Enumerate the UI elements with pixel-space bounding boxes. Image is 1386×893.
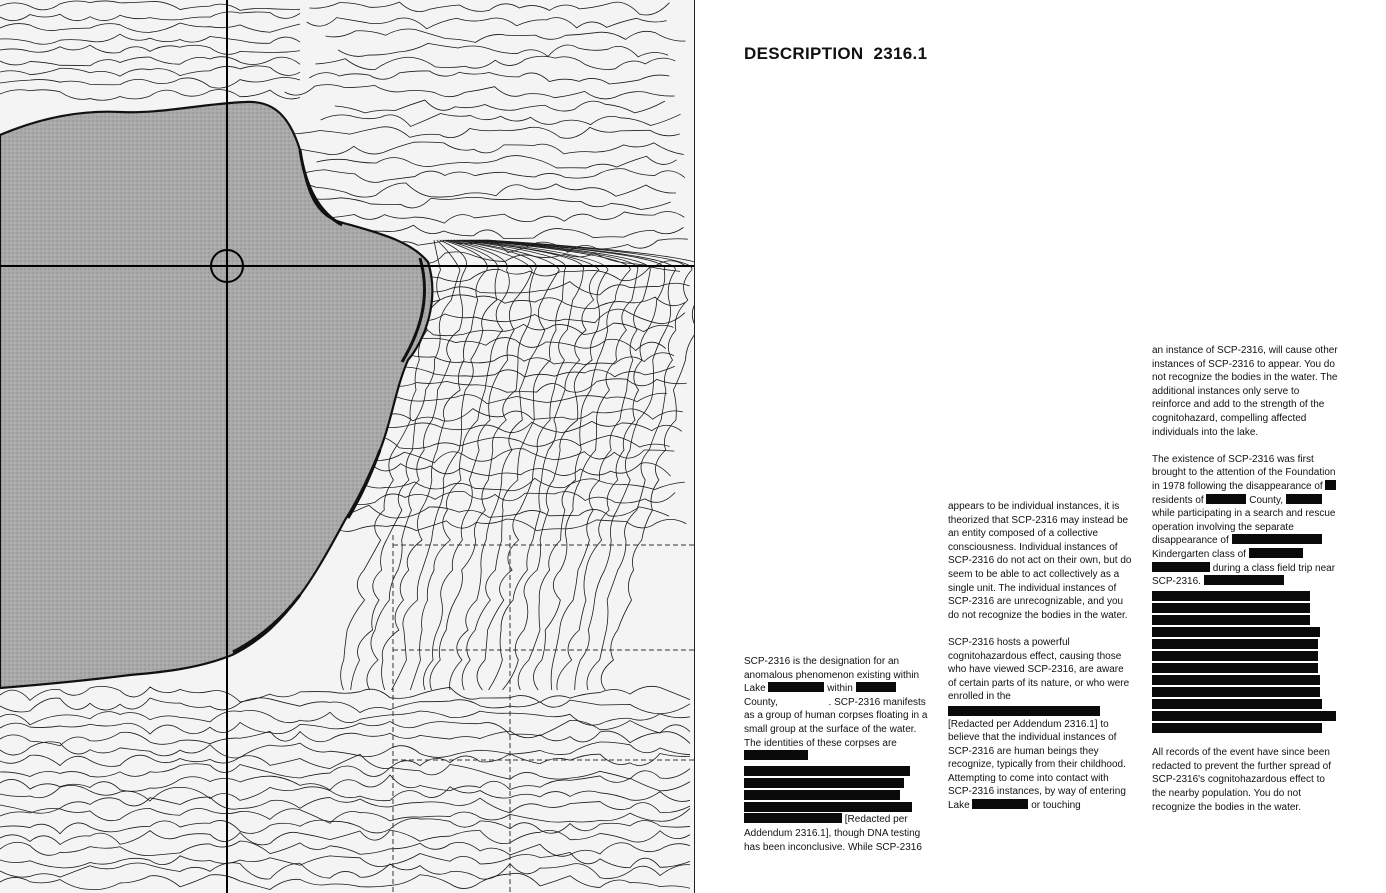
text: County, [744,696,778,708]
contour-line [0,57,300,66]
text: . SCP-2316 manifests as a group of human corpses floating in a small group at the surface of the water. The identities of these corpses are [744,696,928,749]
paragraph: an instance of SCP-2316, will cause other instances of SCP-2316 to appear. You do not recognize the bodies in the water. The additional instances only serve to reinforce and add to the strength of the cognitohazard, compelling affected individuals into the lake. [1152,345,1338,438]
contour-line [294,142,684,155]
contour-line [0,45,300,54]
paragraph [948,636,1134,813]
contour-line [0,66,300,76]
text: SCP-2316 hosts a powerful cognitohazardous effect, causing those who have viewed SCP-2316, are aware of certain parts of its nature, or who were enrolled in the [948,636,1130,703]
redaction-bar [1249,548,1303,558]
contour-line [0,698,690,714]
contour-line [0,23,300,32]
contour-line [307,18,667,29]
contour-line [0,764,690,779]
contour-line [0,686,690,702]
text: or touching [1031,800,1081,812]
contour-line [321,113,681,126]
contour-line [459,240,565,690]
text: County, [1249,494,1283,506]
text-column-2 [948,500,1134,813]
paragraph: appears to be individual instances, it is theorized that SCP-2316 may instead be an entity composed of a collective consciousness. Individual instances of SCP-2316 do not act on their own, but do seem to be able to act collectively as a single unit. The individual instances of SCP-2316 are unrecognizable, and you do not recognize the bodies in the water. [948,501,1132,621]
section-heading: DESCRIPTION 2316.1 [744,44,928,63]
contour-line [484,240,692,690]
redaction-bar [856,682,896,692]
paragraph [1152,453,1338,733]
text: within [827,683,853,695]
contour-line [462,240,584,690]
contour-line [281,197,671,209]
redaction-bar [972,799,1028,809]
redaction-bar [1152,663,1318,673]
contour-line [309,505,669,519]
redaction-bar [1152,591,1310,601]
redaction-bar [1286,494,1322,504]
contour-line [0,90,300,101]
redaction-bar [1152,675,1320,685]
text: residents of [1152,494,1204,506]
redaction-bar [1152,562,1210,572]
redaction-bar [744,778,904,788]
text: Attempting to come into contact with SCP-2316 instances, by way of entering Lake [948,772,1126,812]
contour-line [423,240,532,690]
lake-water [0,102,432,688]
contour-line [315,56,675,69]
text: during a class field trip near SCP-2316. [1152,562,1336,588]
contour-line [476,240,650,690]
text: The existence of SCP-2316 was first brought to the attention of the Foundation in 1978 following the disappearance of [1152,453,1336,492]
text: SCP-2316 is the designation for an anomalous phenomenon existing within Lake [744,656,920,695]
redaction-bar [1152,651,1318,661]
paragraph [744,655,930,854]
redaction-bar [1152,639,1318,649]
redaction-bar [744,790,900,800]
contour-line [309,2,669,15]
contour-line [0,797,690,813]
contour-line [0,775,690,791]
contour-line [338,43,668,57]
text-column-3 [1152,344,1338,814]
contour-line [0,808,690,823]
contour-line [295,169,685,183]
redaction-bar [1152,699,1322,709]
text: while participating in a search and rescue operation involving the separate disappearance of [1152,508,1336,547]
contour-line [450,240,560,690]
contour-line [0,819,690,834]
contour-line [0,830,690,845]
redaction-bar [1232,534,1322,544]
redaction-bar [744,813,842,823]
contour-line [326,29,686,42]
redaction-bar [768,682,824,692]
redaction-bar [1152,627,1320,637]
contour-line [0,34,300,44]
text: Kindergarten class of [1152,548,1246,560]
contour-line [309,71,669,84]
contour-line [290,127,680,138]
redaction-bar [1152,615,1310,625]
contour-line [0,863,690,879]
redaction-bar [744,750,808,760]
redaction-bar [1204,575,1284,585]
contour-line [0,77,300,88]
redaction-bar [1152,603,1310,613]
contour-line [0,12,300,21]
redaction-bar [1152,723,1322,733]
redaction-bar [744,802,912,812]
text: [Redacted per Addendum 2316.1], though DNA testing has been inconclusive. While SCP-2316 [744,814,922,853]
contour-line [285,85,675,99]
contour-line [0,731,690,746]
contour-line [317,156,677,168]
contour-line [0,852,690,868]
contour-line [286,183,676,197]
redaction-bar [1152,711,1336,721]
contour-line [335,100,665,113]
redaction-bar [744,766,910,776]
contour-line [0,873,690,889]
contour-line [0,785,690,801]
redaction-bar [1325,480,1336,490]
contour-line [0,1,300,10]
redaction-bar [948,706,1100,716]
contour-line [324,211,684,223]
redaction-bar [1152,687,1320,697]
contour-line [0,841,690,856]
paragraph: All records of the event have since been redacted to prevent the further spread of SCP-2316's cognitohazardous effect to the nearby population. You do not recognize the bodies in the water. [1152,747,1331,813]
text: [Redacted per Addendum 2316.1] to believe that the individual instances of SCP-2316 are human beings they recognize, typically from their childhood. [948,718,1126,771]
text-column-1 [744,655,930,854]
redaction-bar [1206,494,1246,504]
